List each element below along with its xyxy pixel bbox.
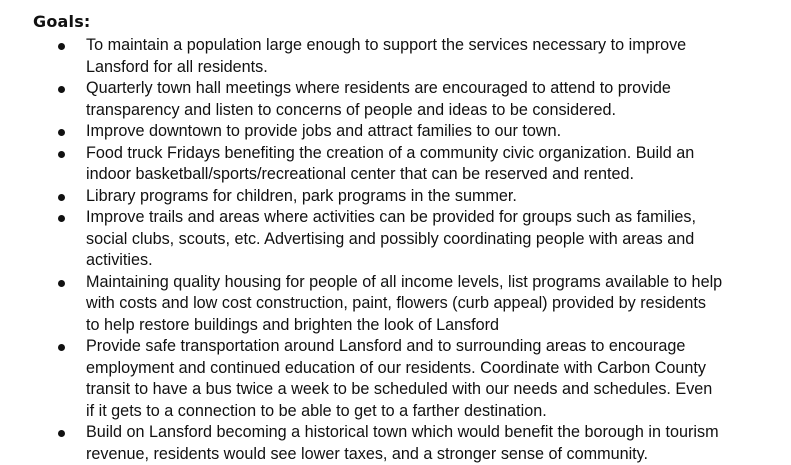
list-item-text: Improve trails and areas where activities can be provided for groups such as families, social clubs, scouts, etc. Advertising and possibly coordinating people with areas and activities.	[86, 208, 697, 269]
list-item-text: Food truck Fridays benefiting the creation of a community civic organization. Build an indoor basketball/sports/recreational center that can be reserved and rented.	[86, 143, 695, 183]
bullet-icon	[58, 43, 65, 50]
list-item-text: Provide safe transportation around Lansford and to surrounding areas to encourage employment and continued education of our residents. Coordinate with Carbon County transit to have a bus twice a week to be scheduled with our needs and schedules. Even if it gets to a connection to be able to get to a farther destination.	[86, 337, 713, 420]
list-item	[0, 78, 791, 121]
bullet-icon	[58, 86, 65, 93]
list-item	[0, 272, 791, 337]
goals-list	[0, 35, 791, 465]
bullet-icon	[58, 344, 65, 351]
list-item-text: Maintaining quality housing for people of all income levels, list programs available to help with costs and low cost construction, paint, flowers (curb appeal) provided by residents to help restore buildings and brighten the look of Lansford	[86, 272, 723, 334]
bullet-icon	[58, 215, 65, 222]
bullet-icon	[58, 129, 65, 136]
bullet-icon	[58, 194, 65, 201]
list-item-text: Improve downtown to provide jobs and attract families to our town.	[86, 122, 562, 140]
list-item-text: Build on Lansford becoming a historical town which would benefit the borough in tourism revenue, residents would see lower taxes, and a stronger sense of community.	[86, 423, 719, 463]
list-item	[0, 121, 791, 143]
list-item-text: To maintain a population large enough to support the services necessary to improve Lansford for all residents.	[86, 36, 687, 76]
bullet-icon	[58, 151, 65, 158]
goals-heading: Goals:	[33, 12, 91, 31]
list-item	[0, 35, 791, 78]
list-item	[0, 422, 791, 465]
list-item	[0, 207, 791, 272]
list-item-text: Quarterly town hall meetings where residents are encouraged to attend to provide transparency and listen to concerns of people and ideas to be considered.	[86, 79, 671, 119]
bullet-icon	[58, 280, 65, 287]
list-item-text: Library programs for children, park programs in the summer.	[86, 186, 517, 205]
list-item	[0, 143, 791, 186]
list-item	[0, 336, 791, 422]
list-item	[0, 186, 791, 208]
bullet-icon	[58, 430, 65, 437]
